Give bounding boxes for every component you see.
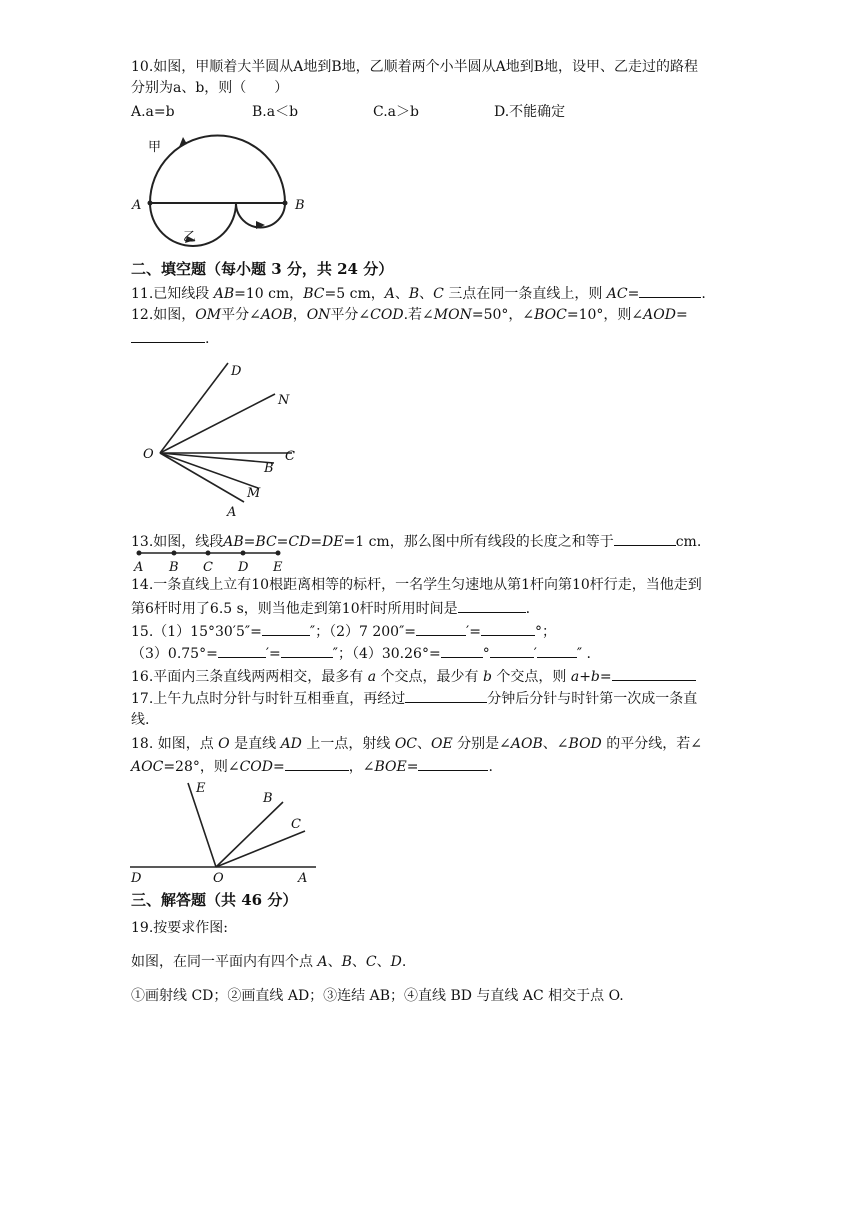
q11-answer-blank[interactable] (639, 283, 701, 298)
q13: 13.如图，线段AB=BC=CD=DE=1 cm，那么图中所有线段的长度之和等于 cm. (131, 531, 701, 552)
q19-description: 如图，在同一平面内有四个点 A、B、C、D. (131, 954, 407, 970)
q19-steps: ①画射线 CD；②画直线 AD；③连结 AB；④直线 BD 与直线 AC 相交于点 O. (131, 988, 624, 1004)
q18-line1: 18. 如图，点 O 是直线 AD 上一点，射线 OC、OE 分别是∠AOB、∠BOD 的平分线，若∠ (131, 736, 702, 752)
label-o: O (213, 871, 224, 886)
label-a: A (227, 505, 237, 520)
q12-answer-line: . (131, 328, 209, 349)
q15-blank-7[interactable] (490, 643, 534, 658)
arrow-jia (179, 137, 187, 147)
q13-answer-blank[interactable] (614, 531, 676, 546)
q17-line1: 17.上午九点时分针与时针互相垂直，再经过 分钟后分针与时针第一次成一条直 (131, 688, 697, 709)
q10-option-b: B.a＜b (252, 104, 299, 120)
q18-blank-cod[interactable] (285, 756, 349, 771)
q14-answer-blank[interactable] (458, 598, 526, 613)
q15-blank-5[interactable] (281, 643, 333, 658)
label-yi: 乙 (183, 230, 197, 245)
q10-line2: 分别为a、b，则（ ） (131, 80, 289, 96)
label-a: A (134, 560, 144, 575)
label-o: O (143, 447, 154, 462)
label-d: D (131, 871, 142, 886)
label-a: A (132, 198, 142, 213)
label-e: E (196, 781, 206, 796)
q19-title: 19.按要求作图: (131, 920, 228, 936)
label-d: D (238, 560, 249, 575)
label-d: D (231, 364, 242, 379)
q15-blank-6[interactable] (441, 643, 483, 658)
q17-answer-blank[interactable] (405, 688, 487, 703)
q15-blank-3[interactable] (481, 621, 535, 636)
label-m: M (247, 486, 261, 501)
label-c: C (285, 449, 295, 464)
q15-line1: 15.（1）15°30′5″= ″；（2）7 200″= ′= °； (131, 621, 556, 642)
q12-angle-figure (140, 358, 310, 520)
q16-answer-blank[interactable] (612, 666, 696, 681)
label-a: A (298, 871, 308, 886)
label-e: E (273, 560, 283, 575)
q10-line1: 10.如图，甲顺着大半圆从A地到B地，乙顺着两个小半圆从A地到B地，设甲、乙走过的路程 (131, 59, 699, 75)
label-b: B (295, 198, 305, 213)
section-3-heading: 三、解答题（共 46 分） (131, 891, 298, 909)
q10-semicircle-figure (125, 125, 325, 260)
label-b: B (264, 461, 274, 476)
section-2-heading: 二、填空题（每小题 3 分，共 24 分） (131, 260, 394, 278)
q11: 11.已知线段 AB=10 cm，BC=5 cm，A、B、C 三点在同一条直线上，则 AC= . (131, 283, 706, 304)
q10-option-a: A.a=b (131, 104, 175, 120)
label-jia: 甲 (148, 140, 162, 155)
q17-line2: 线. (131, 712, 150, 728)
q18-line2: AOC=28°，则∠COD= ，∠BOE= . (131, 756, 493, 777)
q12: 12.如图，OM平分∠AOB，ON平分∠COD.若∠MON=50°，∠BOC=10°，则∠AOD= (131, 307, 688, 323)
q18-blank-boe[interactable] (418, 756, 488, 771)
q10-option-c: C.a＞b (373, 104, 419, 120)
big-semicircle (150, 136, 285, 203)
q15-blank-4[interactable] (218, 643, 266, 658)
q15-line2: （3）0.75°= ′= ″；（4）30.26°= ° ′ ″ . (131, 643, 591, 664)
label-c: C (203, 560, 213, 575)
label-c: C (291, 817, 301, 832)
q16: 16.平面内三条直线两两相交，最多有 a 个交点，最少有 b 个交点，则 a+b= (131, 666, 696, 687)
q18-angle-figure (130, 780, 320, 885)
label-b: B (169, 560, 179, 575)
label-b: B (263, 791, 273, 806)
label-n: N (278, 393, 290, 408)
q10-option-d: D.不能确定 (494, 104, 566, 120)
q15-blank-1[interactable] (262, 621, 310, 636)
q15-blank-8[interactable] (537, 643, 577, 658)
q14-line1: 14.一条直线上立有10根距离相等的标杆，一名学生匀速地从第1杆向第10杆行走，当他走到 (131, 577, 702, 593)
q12-answer-blank[interactable] (131, 328, 205, 343)
q13-segment-figure (131, 546, 291, 574)
q14-line2: 第6杆时用了6.5 s，则当他走到第10杆时所用时间是 . (131, 598, 530, 619)
q15-blank-2[interactable] (416, 621, 466, 636)
